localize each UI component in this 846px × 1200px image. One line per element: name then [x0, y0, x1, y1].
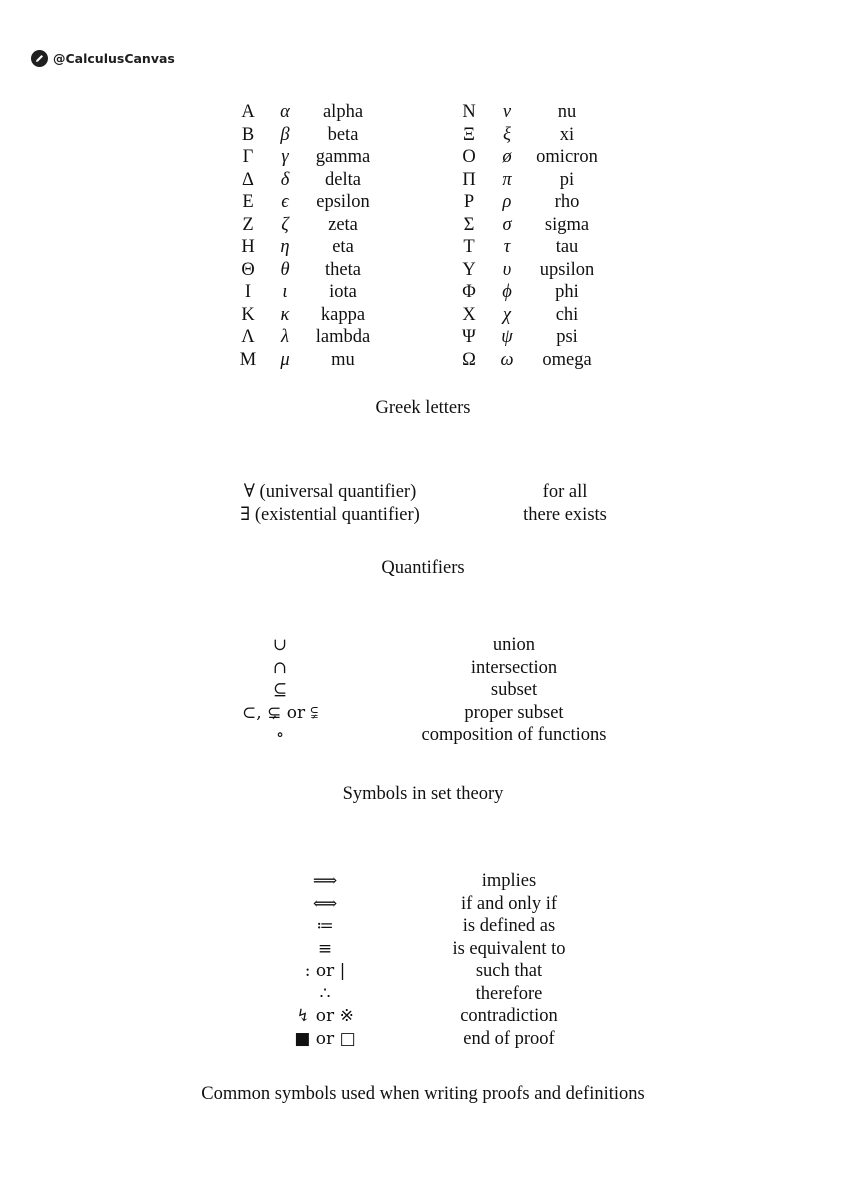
greek-lowercase: ϵ [281, 192, 289, 212]
greek-row [0, 304, 846, 327]
table-row [0, 679, 846, 702]
meaning-cell: is defined as [462, 916, 556, 936]
meaning-cell: if and only if [460, 893, 558, 914]
greek-uppercase: X [462, 304, 476, 325]
greek-uppercase: I [244, 282, 252, 302]
greek-uppercase: Γ [242, 147, 254, 167]
greek-lowercase: γ [281, 147, 289, 167]
table-row [0, 724, 846, 747]
meaning-cell: there exists [523, 505, 607, 525]
greek-uppercase: Λ [241, 327, 255, 347]
greek-lowercase: υ [502, 259, 512, 280]
greek-lowercase: ζ [281, 214, 289, 235]
greek-lowercase: ψ [501, 327, 513, 347]
greek-uppercase: Φ [462, 282, 476, 302]
greek-lowercase: π [502, 169, 512, 190]
symbol-cell: ■ or □ [294, 1028, 356, 1049]
greek-row [0, 259, 846, 282]
greek-name: chi [555, 304, 579, 325]
greek-uppercase: Z [242, 214, 254, 235]
greek-name: xi [559, 124, 575, 145]
greek-name: upsilon [539, 259, 595, 280]
greek-name: mu [331, 349, 355, 370]
meaning-cell: union [492, 635, 536, 655]
table-row [0, 504, 846, 527]
greek-row [0, 214, 846, 237]
table-row [0, 870, 846, 893]
greek-name: rho [554, 192, 580, 212]
proofs-caption: Common symbols used when writing proofs and definitions [201, 1084, 645, 1104]
symbol-cell: ⊆ [272, 680, 288, 700]
greek-uppercase: K [241, 304, 255, 325]
greek-lowercase: ρ [502, 192, 512, 212]
table-row [0, 481, 846, 504]
table-row [0, 1005, 846, 1028]
greek-uppercase: N [462, 102, 476, 122]
greek-row [0, 349, 846, 372]
greek-name: epsilon [316, 192, 370, 212]
symbol-cell: ∩ [272, 657, 288, 678]
greek-name: lambda [315, 327, 371, 347]
greek-caption: Greek letters [375, 398, 471, 418]
symbol-cell: ↯ or ※ [296, 1006, 354, 1026]
greek-name: tau [555, 237, 579, 257]
greek-name: pi [559, 169, 575, 190]
greek-row [0, 326, 846, 349]
greek-name: alpha [322, 102, 364, 122]
meaning-cell: intersection [470, 657, 558, 678]
greek-name: gamma [315, 147, 371, 167]
table-row [0, 702, 846, 725]
greek-uppercase: Σ [463, 214, 475, 235]
greek-name: omicron [536, 147, 598, 167]
greek-row [0, 124, 846, 147]
symbol-cell: ⟹ [312, 871, 338, 891]
greek-lowercase: κ [280, 304, 290, 325]
watermark [31, 50, 175, 67]
greek-lowercase: ø [502, 147, 512, 167]
greek-lowercase: ν [502, 102, 512, 122]
greek-uppercase: Ψ [462, 327, 476, 347]
greek-uppercase: B [241, 124, 255, 145]
greek-row [0, 146, 846, 169]
symbol-cell: : or | [304, 961, 346, 981]
greek-uppercase: Ω [462, 349, 476, 370]
greek-name: theta [325, 259, 361, 280]
symbol-cell: ∘ [275, 725, 285, 745]
symbol-cell: ⊂, ⊊ or ⫋ [242, 702, 318, 723]
set-theory-caption: Symbols in set theory [342, 784, 504, 804]
greek-lowercase: η [280, 237, 290, 257]
greek-lowercase: ω [500, 349, 514, 370]
greek-lowercase: δ [280, 169, 290, 190]
greek-uppercase: P [463, 192, 475, 212]
greek-row [0, 236, 846, 259]
meaning-cell: is equivalent to [452, 938, 566, 959]
greek-uppercase: Θ [241, 259, 255, 280]
greek-row [0, 281, 846, 304]
watermark-handle: @CalculusCanvas [53, 51, 175, 66]
table-row [0, 960, 846, 983]
meaning-cell: such that [475, 961, 543, 981]
greek-name: zeta [328, 214, 358, 235]
greek-name: nu [557, 102, 577, 122]
greek-uppercase: H [241, 237, 255, 257]
meaning-cell: implies [481, 871, 537, 891]
greek-uppercase: O [462, 147, 476, 167]
greek-uppercase: Ξ [463, 124, 475, 145]
greek-uppercase: A [241, 102, 255, 122]
symbol-cell: ∃ (existential quantifier) [240, 505, 420, 525]
greek-row [0, 169, 846, 192]
pencil-icon [31, 50, 48, 67]
greek-uppercase: E [242, 192, 254, 212]
greek-uppercase: T [463, 237, 475, 257]
symbol-cell: ⟺ [312, 893, 338, 914]
table-row [0, 893, 846, 916]
greek-lowercase: θ [280, 259, 290, 280]
meaning-cell: end of proof [463, 1028, 555, 1049]
greek-name: omega [542, 349, 592, 370]
greek-lowercase: ι [282, 282, 288, 302]
greek-lowercase: ϕ [502, 282, 512, 302]
greek-uppercase: Υ [462, 259, 476, 280]
greek-name: beta [327, 124, 359, 145]
meaning-cell: therefore [475, 983, 543, 1004]
greek-lowercase: ξ [503, 124, 511, 145]
symbol-cell: ∪ [272, 635, 288, 655]
greek-name: iota [329, 282, 357, 302]
greek-name: sigma [544, 214, 590, 235]
table-row [0, 915, 846, 938]
greek-uppercase: M [239, 349, 257, 370]
greek-row [0, 191, 846, 214]
table-row [0, 1028, 846, 1051]
meaning-cell: proper subset [464, 702, 564, 723]
meaning-cell: contradiction [460, 1006, 558, 1026]
meaning-cell: for all [542, 482, 588, 502]
greek-lowercase: χ [502, 304, 512, 325]
meaning-cell: composition of functions [421, 725, 607, 745]
symbol-cell: ∴ [319, 983, 331, 1004]
greek-uppercase: Δ [242, 169, 254, 190]
quantifiers-caption: Quantifiers [381, 558, 465, 578]
greek-lowercase: τ [503, 237, 511, 257]
greek-name: psi [556, 327, 578, 347]
symbol-cell: ≡ [317, 938, 333, 959]
greek-name: eta [332, 237, 354, 257]
greek-lowercase: α [280, 102, 290, 122]
greek-lowercase: β [280, 124, 290, 145]
greek-uppercase: Π [462, 169, 476, 190]
meaning-cell: subset [490, 680, 538, 700]
table-row [0, 983, 846, 1006]
table-row [0, 657, 846, 680]
greek-lowercase: λ [280, 327, 289, 347]
greek-lowercase: σ [502, 214, 512, 235]
greek-name: phi [555, 282, 579, 302]
table-row [0, 634, 846, 657]
table-row [0, 938, 846, 961]
greek-lowercase: μ [280, 349, 290, 370]
symbol-cell: ≔ [316, 916, 334, 936]
greek-name: delta [325, 169, 361, 190]
greek-name: kappa [320, 304, 366, 325]
greek-row [0, 101, 846, 124]
symbol-cell: ∀ (universal quantifier) [243, 482, 417, 502]
